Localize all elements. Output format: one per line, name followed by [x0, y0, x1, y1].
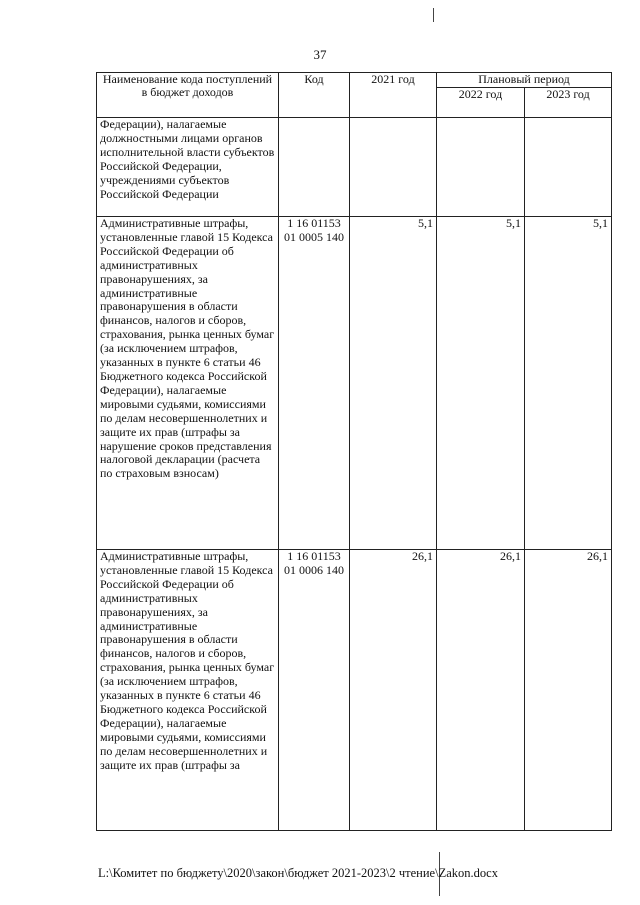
row-2021-value: 5,1 — [350, 217, 437, 550]
row-2023-value: 26,1 — [525, 550, 612, 831]
header-name: Наименование кода поступлений в бюджет доходов — [97, 73, 279, 118]
header-2023: 2023 год — [525, 88, 612, 118]
row-name: Административные штрафы, установленные главой 15 Кодекса Российской Федерации об административных правонарушениях, за административные правонарушения в области финансов, налогов и сборов, страхования, рынка ценных бумаг (за исключением штрафов, указанных в пункте 6 статьи 46 Бюджетного кодекса Российской Федерации), налагаемые мировыми судьями, комиссиями по делам несовершеннолетних и защите их прав (штрафы за нарушение сроков представления налоговой декларации (расчета по страховым взносам) — [97, 217, 279, 550]
table-row — [97, 217, 612, 550]
row-2023-value: 5,1 — [525, 217, 612, 550]
row-2021-value: 26,1 — [350, 550, 437, 831]
row-2021-value — [350, 118, 437, 217]
row-2022-value — [437, 118, 525, 217]
row-2022-value: 26,1 — [437, 550, 525, 831]
scan-artifact-top — [433, 8, 434, 22]
row-2023-value — [525, 118, 612, 217]
row-2022-value: 5,1 — [437, 217, 525, 550]
row-name: Административные штрафы, установленные главой 15 Кодекса Российской Федерации об административных правонарушениях, за административные правонарушения в области финансов, налогов и сборов, страхования, рынка ценных бумаг (за исключением штрафов, указанных в пункте 6 статьи 46 Бюджетного кодекса Российской Федерации), налагаемые мировыми судьями, комиссиями по делам несовершеннолетних и защите их прав (штрафы за — [97, 550, 279, 831]
row-name: Федерации), налагаемые должностными лицами органов исполнительной власти субъектов Российской Федерации, учреждениями субъектов Российской Федерации — [97, 118, 279, 217]
row-code — [279, 118, 350, 217]
row-code: 1 16 01153 01 0005 140 — [279, 217, 350, 550]
table-row — [97, 550, 612, 831]
budget-revenue-table — [96, 72, 612, 831]
table-header-row — [97, 73, 612, 88]
table-row — [97, 118, 612, 217]
header-2022: 2022 год — [437, 88, 525, 118]
header-2021: 2021 год — [350, 73, 437, 118]
page-number: 37 — [313, 47, 327, 62]
row-code: 1 16 01153 01 0006 140 — [279, 550, 350, 831]
header-planned-period: Плановый период — [437, 73, 612, 88]
header-code: Код — [279, 73, 350, 118]
document-file-path: L:\Комитет по бюджету\2020\закон\бюджет 2021-2023\2 чтение\Zakon.docx — [98, 866, 498, 880]
